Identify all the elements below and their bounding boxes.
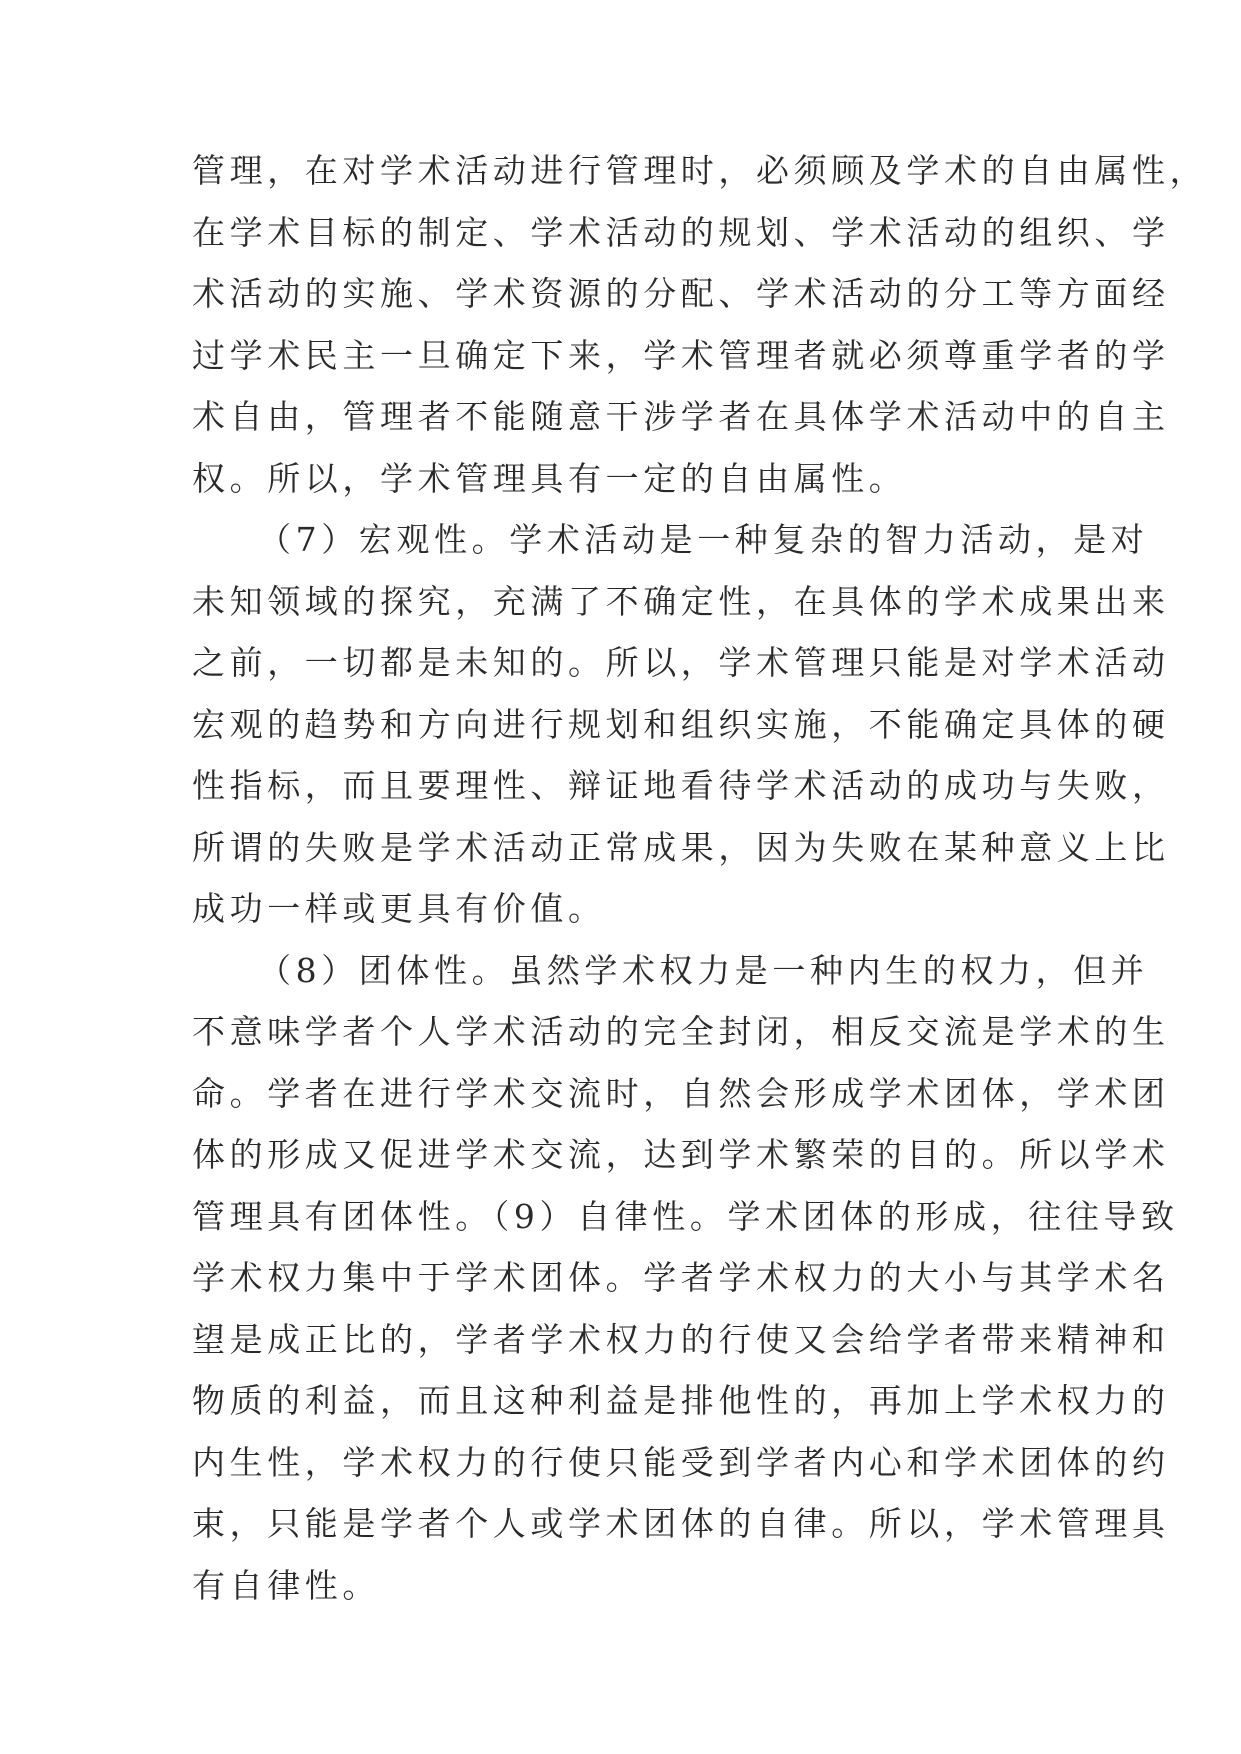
text-line: 术自由，管理者不能随意干涉学者在具体学术活动中的自主 — [192, 397, 1170, 436]
text-line: 物质的利益，而且这种利益是排他性的，再加上学术权力的 — [192, 1381, 1170, 1420]
text-line: 有自律性。 — [192, 1565, 380, 1605]
text-line: 内生性，学术权力的行使只能受到学者内心和学术团体的约 — [192, 1442, 1170, 1482]
text-line: 性指标，而且要理性、辩证地看待学术活动的成功与失败， — [192, 766, 1170, 805]
text-line: 束，只能是学者个人或学术团体的自律。所以，学术管理具 — [192, 1504, 1170, 1543]
text-line: 不意味学者个人学术活动的完全封闭，相反交流是学术的生 — [192, 1012, 1170, 1051]
paragraph-first-line: （8）团体性。虽然学术权力是一种内生的权力，但并 — [258, 950, 1149, 990]
text-line: 成功一样或更具有价值。 — [192, 889, 606, 928]
text-line: 术活动的实施、学术资源的分配、学术活动的分工等方面经 — [192, 274, 1170, 313]
text-line: 体的形成又促进学术交流，达到学术繁荣的目的。所以学术 — [192, 1135, 1170, 1174]
text-line: 之前，一切都是未知的。所以，学术管理只能是对学术活动 — [192, 643, 1170, 682]
text-line: 管理，在对学术活动进行管理时，必须顾及学术的自由属性， — [192, 151, 1208, 190]
text-line: 未知领域的探究，充满了不确定性，在具体的学术成果出来 — [192, 581, 1170, 621]
text-line: 过学术民主一旦确定下来，学术管理者就必须尊重学者的学 — [192, 335, 1170, 375]
text-line: 所谓的失败是学术活动正常成果，因为失败在某种意义上比 — [192, 827, 1170, 867]
text-line: 望是成正比的，学者学术权力的行使又会给学者带来精神和 — [192, 1319, 1170, 1359]
text-line: 宏观的趋势和方向进行规划和组织实施，不能确定具体的硬 — [192, 704, 1170, 744]
paragraph-first-line: （7）宏观性。学术活动是一种复杂的智力活动，是对 — [258, 520, 1149, 559]
text-line: 命。学者在进行学术交流时，自然会形成学术团体，学术团 — [192, 1073, 1170, 1113]
text-line: 学术权力集中于学术团体。学者学术权力的大小与其学术名 — [192, 1258, 1170, 1297]
text-line: 管理具有团体性。（9）自律性。学术团体的形成，往往导致 — [192, 1196, 1179, 1236]
text-line: 在学术目标的制定、学术活动的规划、学术活动的组织、学 — [192, 212, 1170, 252]
text-line: 权。所以，学术管理具有一定的自由属性。 — [192, 458, 907, 498]
body-text — [192, 140, 1208, 1616]
